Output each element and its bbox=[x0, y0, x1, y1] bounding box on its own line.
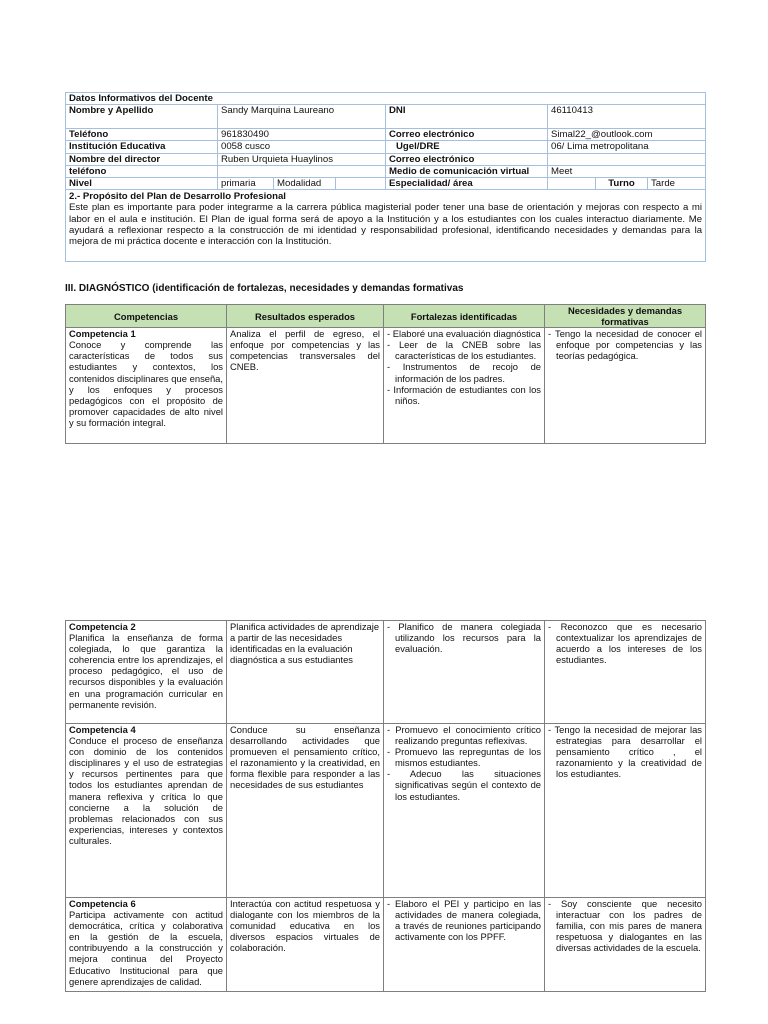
header-necesidades: Necesidades y demandas formativas bbox=[545, 305, 706, 328]
competencia-cell bbox=[66, 898, 227, 992]
necesidad-item: - Reconozco que es necesario contextualizar los aprendizajes de acuerdo a los intereses de los estudiantes. bbox=[548, 621, 702, 665]
competencia-text: Conoce y comprende las características de todos sus estudiantes y contextos, los contenidos disciplinares que enseña, y los enfoques y procesos pedagógicos con el propósito de promover capacidades de alto nivel y su formación integral. bbox=[69, 339, 223, 428]
medio-label: Medio de comunicación virtual bbox=[386, 165, 548, 177]
fortaleza-item: - Información de estudiantes con los niños. bbox=[387, 384, 541, 406]
necesidades-cell bbox=[545, 724, 706, 898]
necesidades-list bbox=[548, 724, 702, 779]
table-row bbox=[66, 328, 706, 444]
institucion-value: 0058 cusco bbox=[218, 141, 386, 153]
competencia-cell bbox=[66, 724, 227, 898]
necesidades-cell bbox=[545, 898, 706, 992]
info-header: Datos Informativos del Docente bbox=[66, 93, 706, 105]
resultados-cell: Conduce su enseñanza desarrollando actividades que promueven el pensamiento crítico, el razonamiento y la creatividad, en forma flexible para responder a las necesidades de sus estudiantes bbox=[227, 724, 384, 898]
competencia-cell bbox=[66, 621, 227, 724]
institucion-label: Institución Educativa bbox=[66, 141, 218, 153]
director-label: Nombre del director bbox=[66, 153, 218, 165]
fortaleza-item: - Promuevo las repreguntas de los mismos estudiantes. bbox=[387, 746, 541, 768]
purpose-text: Este plan es importante para poder integrarme a la carrera pública magisterial poder tener una base de orientación y mejoras con respecto a mi labor en el aula e institución. El Plan de igual forma será de apoyo a la Institución y a los estudiantes con los cuales interactuo diariamente. Me ayudará a reflexionar respecto a la construcción de mi identidad y responsabilidad profesional, identificando necesidades y demandas para la mejora de mi práctica docente e interacción con la Institución. bbox=[69, 202, 703, 248]
fortaleza-item: - Adecuo las situaciones significativas según el contexto de los estudiantes. bbox=[387, 768, 541, 801]
competencia-text: Planifica la enseñanza de forma colegiada, lo que garantiza la coherencia entre los aprendizajes, el proceso pedagógico, el uso de recursos disponibles y la evaluación en una programación curricular en permanente revisión. bbox=[69, 632, 223, 710]
necesidad-item: - Tengo la necesidad de conocer el enfoque por competencias y las teorías pedagógica. bbox=[548, 328, 702, 361]
correo-label: Correo electrónico bbox=[386, 129, 548, 141]
ugel-value: 06/ Lima metropolitana bbox=[548, 141, 706, 153]
fortalezas-cell bbox=[384, 621, 545, 724]
purpose-cell bbox=[66, 190, 706, 262]
correo-value: Simal22_@outlook.com bbox=[548, 129, 706, 141]
necesidad-item: - Soy consciente que necesito interactuar con los padres de familia, con mis pares de manera respetuosa y dialogantes en las diversas actividades de la escuela. bbox=[548, 898, 702, 953]
fortalezas-cell bbox=[384, 898, 545, 992]
competencia-title: Competencia 4 bbox=[69, 724, 136, 735]
purpose-title: 2.- Propósito del Plan de Desarrollo Profesional bbox=[69, 191, 286, 203]
competencia-cell bbox=[66, 328, 227, 444]
necesidad-item: - Tengo la necesidad de mejorar las estrategias para desarrollar el pensamiento crítico , el razonamiento y la creatividad de los estudiantes. bbox=[548, 724, 702, 779]
fortaleza-item: - Planifico de manera colegiada utilizando los recursos para la evaluación. bbox=[387, 621, 541, 654]
competencia-text: Conduce el proceso de enseñanza con dominio de los contenidos disciplinares y el uso de estrategias y recursos pertinentes para que todos los estudiantes aprendan de manera reflexiva y crítica lo que concierne a la solución de problemas relacionados con sus experiencias, intereses y contextos culturales. bbox=[69, 735, 223, 846]
turno-label: Turno bbox=[596, 178, 648, 190]
especialidad-value bbox=[548, 178, 596, 190]
ugel-label: Ugel/DRE bbox=[386, 141, 548, 153]
fortaleza-item: - Leer de la CNEB sobre las características de los estudiantes. bbox=[387, 339, 541, 361]
competencia-title: Competencia 2 bbox=[69, 621, 136, 632]
nivel-value: primaria bbox=[218, 178, 274, 190]
turno-value: Tarde bbox=[648, 178, 706, 190]
fortalezas-list bbox=[387, 898, 541, 942]
dni-value: 46110413 bbox=[548, 105, 706, 129]
director-value: Ruben Urquieta Huaylinos bbox=[218, 153, 386, 165]
fortalezas-cell bbox=[384, 328, 545, 444]
table-row bbox=[66, 621, 706, 724]
fortalezas-list bbox=[387, 328, 541, 406]
diagnostico-table-continued bbox=[65, 620, 706, 992]
nivel-label: Nivel bbox=[66, 178, 218, 190]
table-row bbox=[66, 724, 706, 898]
telefono-label: Teléfono bbox=[66, 129, 218, 141]
fortaleza-item: - Elaboro el PEI y participo en las actividades de manera colegiada, a través de reuniones participando activamente con los PPFF. bbox=[387, 898, 541, 942]
necesidades-list bbox=[548, 621, 702, 665]
fortaleza-item: - Elaboré una evaluación diagnóstica bbox=[387, 328, 541, 339]
telefono-director-label: teléfono bbox=[66, 165, 218, 177]
diagnostico-title: III. DIAGNÓSTICO (identificación de fortalezas, necesidades y demandas formativas bbox=[65, 283, 464, 294]
especialidad-label: Especialidad/ área bbox=[386, 178, 548, 190]
resultados-cell: Interactúa con actitud respetuosa y dialogante con los miembros de la comunidad educativa en los diversos espacios virtuales de colaboración. bbox=[227, 898, 384, 992]
diagnostico-table bbox=[65, 304, 706, 444]
necesidades-list bbox=[548, 898, 702, 953]
nombre-value: Sandy Marquina Laureano bbox=[218, 105, 386, 129]
necesidades-cell bbox=[545, 621, 706, 724]
competencia-title: Competencia 6 bbox=[69, 898, 136, 909]
fortaleza-item: - Promuevo el conocimiento crítico realizando preguntas reflexivas. bbox=[387, 724, 541, 746]
resultados-cell: Planifica actividades de aprendizaje a partir de las necesidades identificadas en la evaluación diagnóstica a sus estudiantes bbox=[227, 621, 384, 724]
dni-label: DNI bbox=[386, 105, 548, 129]
fortalezas-list bbox=[387, 724, 541, 802]
modalidad-value bbox=[336, 178, 386, 190]
header-fortalezas: Fortalezas identificadas bbox=[384, 305, 545, 328]
competencia-text: Participa activamente con actitud democrática, crítica y colaborativa en la gestión de la escuela, contribuyendo a la construcción y mejora continua del Proyecto Educativo Institucional para que genere aprendizajes de calidad. bbox=[69, 909, 223, 987]
fortalezas-cell bbox=[384, 724, 545, 898]
resultados-cell: Analiza el perfil de egreso, el enfoque por competencias y las competencias transversales del CNEB. bbox=[227, 328, 384, 444]
fortalezas-list bbox=[387, 621, 541, 654]
modalidad-label: Modalidad bbox=[274, 178, 336, 190]
header-resultados: Resultados esperados bbox=[227, 305, 384, 328]
medio-value: Meet bbox=[548, 165, 706, 177]
necesidades-cell bbox=[545, 328, 706, 444]
table-row bbox=[66, 898, 706, 992]
correo-director-label: Correo electrónico bbox=[386, 153, 548, 165]
correo-director-value bbox=[548, 153, 706, 165]
necesidades-list bbox=[548, 328, 702, 361]
telefono-director-value bbox=[218, 165, 386, 177]
nombre-label: Nombre y Apellido bbox=[66, 105, 218, 129]
header-competencias: Competencias bbox=[66, 305, 227, 328]
docente-info-table bbox=[65, 92, 706, 262]
fortaleza-item: - Instrumentos de recojo de información de los padres. bbox=[387, 361, 541, 383]
telefono-value: 961830490 bbox=[218, 129, 386, 141]
competencia-title: Competencia 1 bbox=[69, 328, 136, 340]
